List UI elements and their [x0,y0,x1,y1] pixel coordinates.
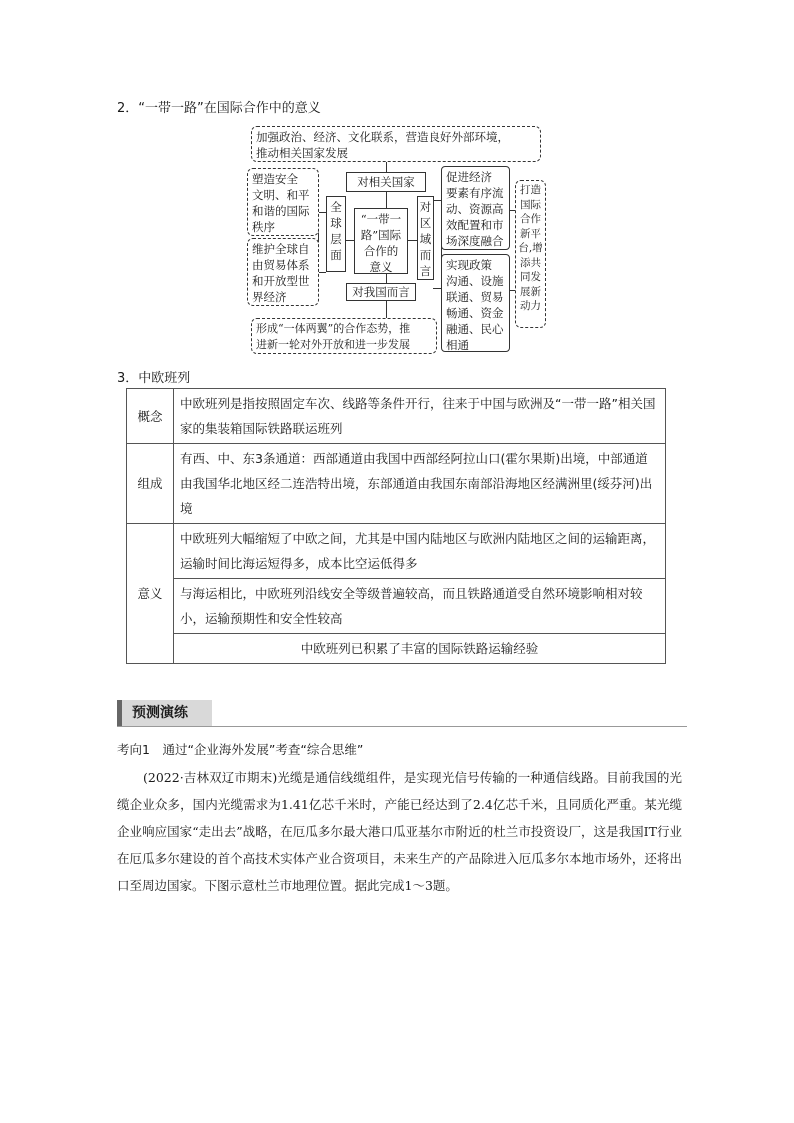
connector-line [386,190,387,208]
far-right-goal-box: 打造 国际 合作 新平 台,增 添共 同发 展新 动力 [515,180,546,328]
meaning-label: 意义 [127,524,174,664]
question-paragraph: (2022·吉林双辽市期末)光缆是通信线缆组件，是实现光信号传输的一种通信线路。目前我国的光缆企业众多，国内光缆需求为1.41亿芯千米时，产能已经达到了2.4亿芯千米，且同质化严重。某光缆企业响应国家“走出去”战略，在厄瓜多尔最大港口瓜亚基尔市附近的杜兰市投资设厂，这是我国IT行业在厄瓜多尔建设的首个高技术实体产业合资项目，未来生产的产品除进入厄瓜多尔本地市场外，还将出口至周边国家。下图示意杜兰市地理位置。据此完成1～3题。 [117,770,682,893]
table-row [127,524,666,579]
left-goal-box-1: 塑造安全 文明、和平 和谐的国际 秩序 [247,168,319,236]
table-row [127,389,666,444]
global-level-box: 全 球 层 面 [326,196,346,272]
top-goal-box: 加强政治、经济、文化联系，营造良好外部环境， 推动相关国家发展 [251,126,541,162]
right-effect-box-2: 实现政策 沟通、设施 联通、贸易 畅通、资金 融通、民心 相通 [441,254,510,352]
concept-label: 概念 [127,389,174,444]
connector-line [386,300,387,318]
left-goal-box-2: 维护全球自 由贸易体系 和开放型世 界经济 [247,238,319,306]
section-banner: 预测演练 [117,700,212,726]
meaning-text-1: 中欧班列大幅缩短了中欧之间，尤其是中国内陆地区与欧洲内陆地区之间的运输距离，运输时间比海运短得多，成本比空运低得多 [174,524,666,579]
connector-line [318,272,326,273]
banner-divider [117,726,687,727]
regional-level-box: 对 区 域 而 言 [417,196,434,280]
concept-text: 中欧班列是指按照固定车次、线路等条件开行，往来于中国与欧洲及“一带一路”相关国家的集装箱国际铁路联运班列 [174,389,666,444]
connector-line [433,200,441,201]
belt-road-diagram [0,0,794,360]
composition-label: 组成 [127,444,174,524]
composition-text: 有西、中、东3条通道：西部通道由我国中西部经阿拉山口(霍尔果斯)出境，中部通道由我国华北地区经二连浩特出境，东部通道由我国东南部沿海地区经满洲里(绥芬河)出境 [174,444,666,524]
table-row [127,579,666,634]
bottom-goal-box: 形成“一体两翼”的合作态势，推 进新一轮对外开放和进一步发展 [251,318,437,354]
section-2-title: 2．“一带一路”在国际合作中的意义 [117,101,321,116]
to-related-countries-box: 对相关国家 [346,172,426,192]
right-effect-box-1: 促进经济 要素有序流 动、资源高 效配置和市 场深度融合 [441,166,510,250]
table-row [127,444,666,524]
to-china-box: 对我国而言 [346,283,416,301]
section-3-title: 3．中欧班列 [117,371,191,386]
center-meaning-box: “一带一 路”国际 合作的 意义 [354,208,408,274]
table-row [127,634,666,664]
meaning-text-3: 中欧班列已积累了丰富的国际铁路运输经验 [174,634,666,664]
china-europe-railway-table [126,388,666,664]
connector-line [318,212,326,213]
meaning-text-2: 与海运相比，中欧班列沿线安全等级普遍较高，而且铁路通道受自然环境影响相对较小，运输预期性和安全性较高 [174,579,666,634]
connector-line [433,288,441,289]
question-direction: 考向1 通过“企业海外发展”考查“综合思维” [117,742,364,757]
connector-line [346,240,354,241]
